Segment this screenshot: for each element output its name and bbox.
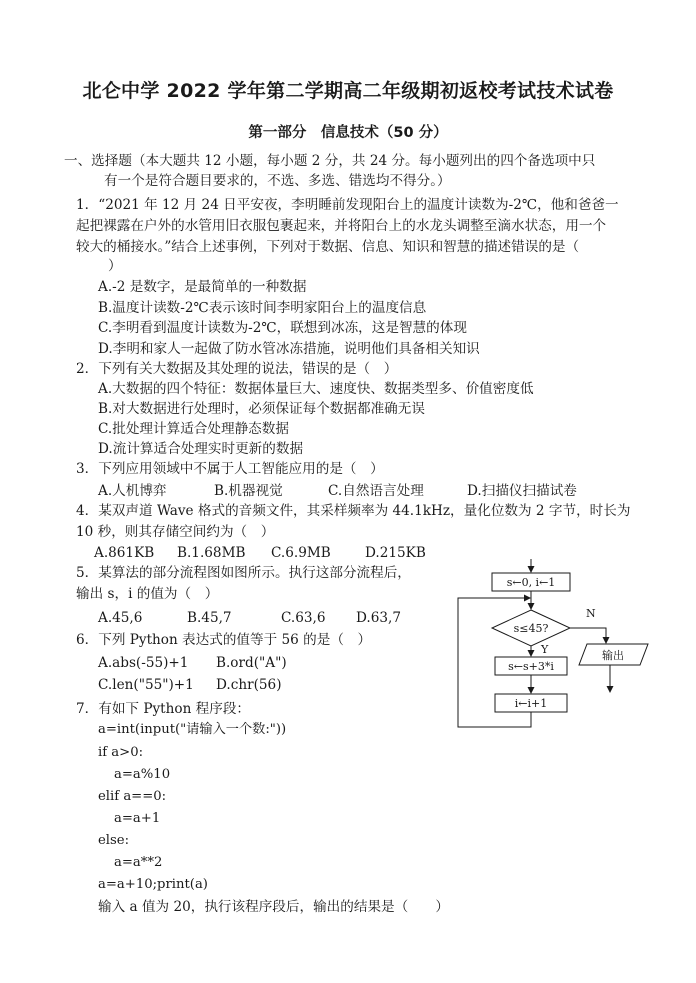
flow-arrow-no bbox=[570, 628, 606, 643]
q6-option-b: B.ord("A") bbox=[216, 655, 287, 671]
q1-stem-line3: 较大的桶接水。”结合上述事例，下列对于数据、信息、知识和智慧的描述错误的是（ bbox=[76, 239, 580, 255]
q3-stem: 3．下列应用领域中不属于人工智能应用的是（ ） bbox=[76, 461, 384, 477]
q2-option-c: C.批处理计算适合处理静态数据 bbox=[98, 421, 289, 437]
body-label: s←s+3*i bbox=[508, 660, 554, 673]
q1-stem-line2: 起把裸露在户外的水管用旧衣服包裹起来，并将阳台上的水龙头调整至滴水状态，用一个 bbox=[76, 218, 607, 234]
q5-option-b: B.45,7 bbox=[187, 610, 232, 626]
increment-label: i←i+1 bbox=[514, 697, 548, 710]
q7-stem: 7．有如下 Python 程序段： bbox=[76, 701, 251, 717]
q5-option-c: C.63,6 bbox=[281, 610, 326, 626]
section-heading: 一、选择题（本大题共 12 小题，每小题 2 分，共 24 分。每小题列出的四个备选项中只 bbox=[64, 153, 596, 169]
q1-stem-line1: 1．“2021 年 12 月 24 日平安夜，李明睡前发现阳台上的温度计读数为-2℃，他和爸爸一 bbox=[76, 197, 619, 213]
q4-option-d: D.215KB bbox=[365, 545, 426, 561]
q5-option-a: A.45,6 bbox=[98, 610, 143, 626]
q5-stem-line2: 输出 s，i 的值为（ ） bbox=[76, 586, 219, 602]
q3-option-a: A.人机博弈 bbox=[98, 483, 167, 499]
q3-option-b: B.机器视觉 bbox=[214, 483, 283, 499]
code-line: a=int(input("请输入一个数:")) bbox=[98, 722, 287, 737]
q1-option-d: D.李明和家人一起做了防水管冰冻措施，说明他们具备相关知识 bbox=[98, 341, 480, 357]
section-heading-cont: 有一个是符合题目要求的，不选、多选、错选均不得分。） bbox=[104, 173, 451, 189]
code-line: a=a+1 bbox=[114, 811, 161, 826]
q3-option-c: C.自然语言处理 bbox=[328, 483, 424, 499]
q4-stem-line2: 10 秒，则其存储空间约为（ ） bbox=[76, 524, 275, 540]
q3-option-d: D.扫描仪扫描试卷 bbox=[467, 483, 577, 499]
q2-option-a: A.大数据的四个特征：数据体量巨大、速度快、数据类型多、价值密度低 bbox=[98, 381, 534, 397]
q4-option-c: C.6.9MB bbox=[271, 545, 331, 561]
q5-option-d: D.63,7 bbox=[356, 610, 402, 626]
q1-option-c: C.李明看到温度计读数为-2℃，联想到冰冻，这是智慧的体现 bbox=[98, 320, 467, 336]
code-line: elif a==0: bbox=[98, 789, 167, 804]
q4-stem-line1: 4．某双声道 Wave 格式的音频文件，其采样频率为 44.1kHz，量化位数为 2 字节，时长为 bbox=[76, 503, 631, 519]
yes-label: Y bbox=[541, 643, 549, 656]
q2-stem: 2．下列有关大数据及其处理的说法，错误的是（ ） bbox=[76, 361, 398, 377]
no-label: N bbox=[586, 607, 596, 620]
q1-option-a: A.-2 是数字，是最简单的一种数据 bbox=[98, 279, 307, 295]
code-line: a=a%10 bbox=[114, 767, 171, 782]
code-line: if a>0: bbox=[98, 745, 144, 760]
q5-stem-line1: 5．某算法的部分流程图如图所示。执行这部分流程后， bbox=[76, 565, 411, 581]
condition-label: s≤45? bbox=[513, 622, 549, 635]
code-line: a=a+10;print(a) bbox=[98, 877, 208, 892]
output-label: 输出 bbox=[602, 649, 624, 662]
code-line: else: bbox=[98, 833, 130, 848]
q1-option-b: B.温度计读数-2℃表示该时间李明家阳台上的温度信息 bbox=[98, 300, 427, 316]
q4-option-a: A.861KB bbox=[94, 545, 155, 561]
part-title: 第一部分 信息技术（50 分） bbox=[248, 125, 448, 141]
q6-option-c: C.len("55")+1 bbox=[98, 677, 194, 693]
q6-option-d: D.chr(56) bbox=[216, 677, 282, 693]
q2-option-d: D.流计算适合处理实时更新的数据 bbox=[98, 441, 304, 457]
exam-title: 北仑中学 2022 学年第二学期高二年级期初返校考试技术试卷 bbox=[82, 80, 614, 102]
q4-option-b: B.1.68MB bbox=[177, 545, 246, 561]
q1-stem-line4: ） bbox=[108, 258, 122, 274]
algorithm-flowchart bbox=[455, 557, 650, 742]
code-line: a=a**2 bbox=[114, 855, 163, 870]
q7-question: 输入 a 值为 20，执行该程序段后，输出的结果是（ ） bbox=[98, 899, 450, 915]
q6-stem: 6．下列 Python 表达式的值等于 56 的是（ ） bbox=[76, 632, 372, 648]
init-label: s←0, i←1 bbox=[506, 576, 556, 589]
q2-option-b: B.对大数据进行处理时，必须保证每个数据都准确无误 bbox=[98, 401, 425, 417]
q6-option-a: A.abs(-55)+1 bbox=[98, 655, 189, 671]
